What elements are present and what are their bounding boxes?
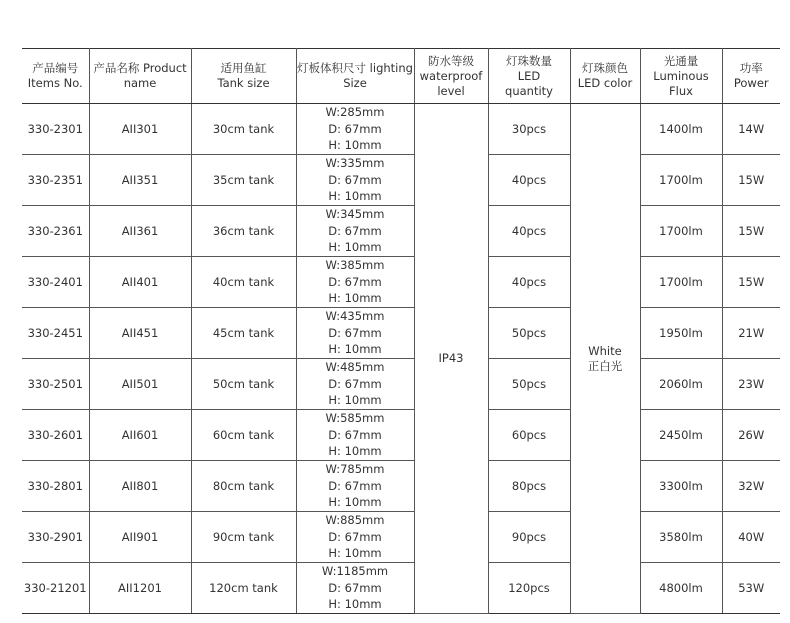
cell-item-no: 330-2451 xyxy=(22,308,89,359)
table-row xyxy=(22,359,780,410)
table-row xyxy=(22,563,780,614)
size-w: W:785mm xyxy=(325,462,385,477)
size-h: H: 10mm xyxy=(328,342,382,357)
cell-lighting-size xyxy=(296,410,414,461)
cell-product-name: AII501 xyxy=(89,359,191,410)
size-w: W:1185mm xyxy=(321,564,389,579)
cell-item-no: 330-21201 xyxy=(22,563,89,614)
cell-luminous-flux: 2060lm xyxy=(640,359,722,410)
cell-lighting-size xyxy=(296,512,414,563)
size-h: H: 10mm xyxy=(328,189,382,204)
cell-product-name: AII361 xyxy=(89,206,191,257)
cell-led-quantity: 50pcs xyxy=(488,359,570,410)
cell-tank-size: 36cm tank xyxy=(191,206,296,257)
table-row xyxy=(22,512,780,563)
cell-item-no: 330-2301 xyxy=(22,104,89,155)
size-h: H: 10mm xyxy=(328,291,382,306)
cell-power: 26W xyxy=(722,410,780,461)
table-row xyxy=(22,155,780,206)
size-d: D: 67mm xyxy=(328,325,382,340)
header-size-line: Size xyxy=(343,76,367,90)
table-row xyxy=(22,410,780,461)
size-w: W:485mm xyxy=(325,360,385,375)
table-body xyxy=(22,104,780,614)
header-waterproof xyxy=(414,49,488,104)
header-flux-line: Luminous xyxy=(653,68,709,83)
header-waterproof-line: level xyxy=(437,83,465,98)
header-tank xyxy=(191,49,296,104)
cell-luminous-flux: 1700lm xyxy=(640,257,722,308)
header-waterproof-line: 防水等级 xyxy=(428,53,474,68)
cell-waterproof-level: IP43 xyxy=(414,104,488,614)
cell-luminous-flux: 1700lm xyxy=(640,206,722,257)
header-power xyxy=(722,49,780,104)
size-d: D: 67mm xyxy=(328,223,382,238)
cell-tank-size: 90cm tank xyxy=(191,512,296,563)
header-led_color-line: LED color xyxy=(577,76,633,90)
cell-tank-size: 30cm tank xyxy=(191,104,296,155)
header-name xyxy=(89,49,191,104)
size-h: H: 10mm xyxy=(328,393,382,408)
led-color-en: White xyxy=(588,343,622,358)
header-led_qty-line: quantity xyxy=(505,83,553,98)
cell-power: 14W xyxy=(722,104,780,155)
size-d: D: 67mm xyxy=(328,274,382,289)
size-w: W:585mm xyxy=(325,411,385,426)
size-h: H: 10mm xyxy=(328,444,382,459)
header-flux xyxy=(640,49,722,104)
cell-lighting-size xyxy=(296,359,414,410)
cell-tank-size: 45cm tank xyxy=(191,308,296,359)
header-waterproof-line: waterproof xyxy=(419,68,483,83)
cell-led-color xyxy=(570,104,640,614)
size-h: H: 10mm xyxy=(328,138,382,153)
table-row xyxy=(22,308,780,359)
header-led_qty-line: LED xyxy=(517,68,541,83)
size-h: H: 10mm xyxy=(328,546,382,561)
table-row xyxy=(22,461,780,512)
header-tank-line: 适用鱼缸 xyxy=(220,61,267,75)
cell-lighting-size xyxy=(296,104,414,155)
cell-tank-size: 60cm tank xyxy=(191,410,296,461)
header-row xyxy=(22,49,780,104)
cell-led-quantity: 120pcs xyxy=(488,563,570,614)
size-d: D: 67mm xyxy=(328,172,382,187)
cell-power: 23W xyxy=(722,359,780,410)
spec-table xyxy=(22,48,780,614)
table-header xyxy=(22,49,780,104)
cell-item-no: 330-2801 xyxy=(22,461,89,512)
cell-power: 15W xyxy=(722,155,780,206)
header-power-line: Power xyxy=(733,76,769,90)
size-h: H: 10mm xyxy=(328,495,382,510)
cell-power: 40W xyxy=(722,512,780,563)
cell-luminous-flux: 2450lm xyxy=(640,410,722,461)
header-power-line: 功率 xyxy=(739,61,763,75)
cell-luminous-flux: 3300lm xyxy=(640,461,722,512)
cell-tank-size: 80cm tank xyxy=(191,461,296,512)
header-led_color-line: 灯珠颜色 xyxy=(582,61,628,75)
cell-item-no: 330-2351 xyxy=(22,155,89,206)
size-w: W:345mm xyxy=(325,207,385,222)
size-d: D: 67mm xyxy=(328,580,382,595)
cell-item-no: 330-2601 xyxy=(22,410,89,461)
size-w: W:885mm xyxy=(325,513,385,528)
cell-led-quantity: 40pcs xyxy=(488,155,570,206)
cell-lighting-size xyxy=(296,257,414,308)
header-name-line: name xyxy=(123,76,157,90)
cell-led-quantity: 30pcs xyxy=(488,104,570,155)
cell-product-name: AII601 xyxy=(89,410,191,461)
header-led_qty-line: 灯珠数量 xyxy=(506,53,552,68)
cell-led-quantity: 90pcs xyxy=(488,512,570,563)
cell-power: 53W xyxy=(722,563,780,614)
cell-luminous-flux: 1950lm xyxy=(640,308,722,359)
header-name-line: 产品名称 Product xyxy=(93,61,187,75)
header-item xyxy=(22,49,89,104)
cell-tank-size: 35cm tank xyxy=(191,155,296,206)
cell-lighting-size xyxy=(296,563,414,614)
cell-product-name: AII301 xyxy=(89,104,191,155)
cell-power: 32W xyxy=(722,461,780,512)
led-color-cn: 正白光 xyxy=(587,358,623,373)
header-item-line: 产品编号 xyxy=(32,61,79,75)
size-d: D: 67mm xyxy=(328,427,382,442)
cell-product-name: AII351 xyxy=(89,155,191,206)
cell-product-name: AII451 xyxy=(89,308,191,359)
header-tank-line: Tank size xyxy=(217,76,270,90)
header-size xyxy=(296,49,414,104)
cell-product-name: AII801 xyxy=(89,461,191,512)
size-d: D: 67mm xyxy=(328,121,382,136)
size-w: W:285mm xyxy=(325,105,385,120)
size-w: W:385mm xyxy=(325,258,385,273)
cell-lighting-size xyxy=(296,461,414,512)
cell-led-quantity: 80pcs xyxy=(488,461,570,512)
cell-luminous-flux: 4800lm xyxy=(640,563,722,614)
cell-power: 15W xyxy=(722,257,780,308)
header-led_color xyxy=(570,49,640,104)
cell-product-name: AII401 xyxy=(89,257,191,308)
cell-item-no: 330-2901 xyxy=(22,512,89,563)
table-row xyxy=(22,206,780,257)
cell-lighting-size xyxy=(296,155,414,206)
cell-luminous-flux: 1700lm xyxy=(640,155,722,206)
cell-item-no: 330-2501 xyxy=(22,359,89,410)
cell-tank-size: 40cm tank xyxy=(191,257,296,308)
cell-item-no: 330-2361 xyxy=(22,206,89,257)
cell-led-quantity: 40pcs xyxy=(488,257,570,308)
cell-product-name: AII1201 xyxy=(89,563,191,614)
spec-table-container xyxy=(22,48,780,614)
cell-led-quantity: 50pcs xyxy=(488,308,570,359)
header-size-line: 灯板体积尺寸 lighting xyxy=(297,61,413,75)
cell-lighting-size xyxy=(296,206,414,257)
cell-luminous-flux: 1400lm xyxy=(640,104,722,155)
cell-power: 21W xyxy=(722,308,780,359)
size-h: H: 10mm xyxy=(328,597,382,612)
header-flux-line: Flux xyxy=(669,83,693,98)
cell-tank-size: 120cm tank xyxy=(191,563,296,614)
size-d: D: 67mm xyxy=(328,478,382,493)
size-w: W:335mm xyxy=(325,156,385,171)
cell-luminous-flux: 3580lm xyxy=(640,512,722,563)
cell-led-quantity: 40pcs xyxy=(488,206,570,257)
cell-product-name: AII901 xyxy=(89,512,191,563)
header-item-line: Items No. xyxy=(27,76,83,90)
cell-lighting-size xyxy=(296,308,414,359)
cell-tank-size: 50cm tank xyxy=(191,359,296,410)
size-d: D: 67mm xyxy=(328,376,382,391)
cell-power: 15W xyxy=(722,206,780,257)
header-led_qty xyxy=(488,49,570,104)
table-row xyxy=(22,104,780,155)
size-d: D: 67mm xyxy=(328,529,382,544)
cell-item-no: 330-2401 xyxy=(22,257,89,308)
header-flux-line: 光通量 xyxy=(663,53,699,68)
table-row xyxy=(22,257,780,308)
cell-led-quantity: 60pcs xyxy=(488,410,570,461)
size-h: H: 10mm xyxy=(328,240,382,255)
size-w: W:435mm xyxy=(325,309,385,324)
